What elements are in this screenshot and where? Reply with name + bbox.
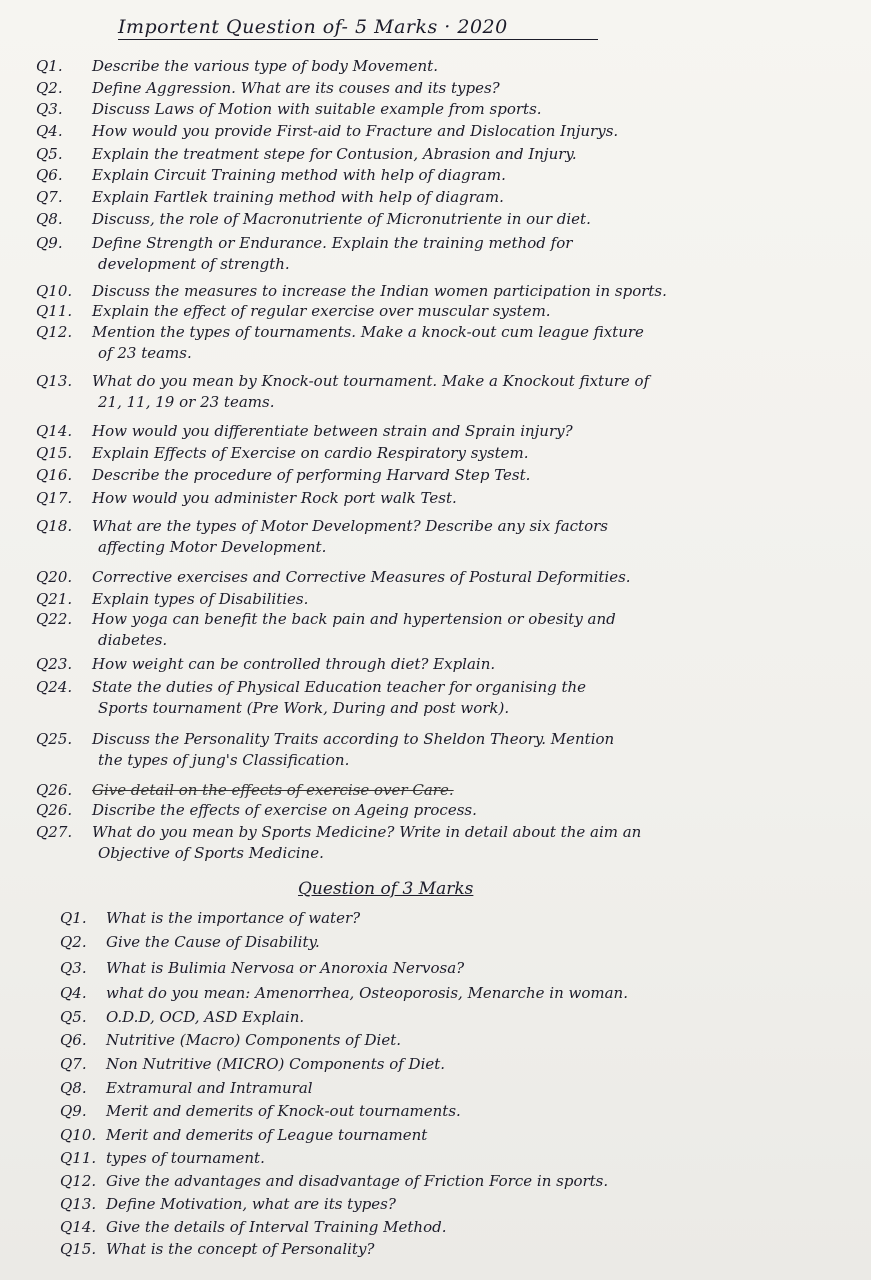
question-text: Describe the procedure of performing Harvard Step Test. <box>92 466 531 484</box>
question-item <box>36 489 846 507</box>
question-number: Q26. <box>36 801 73 819</box>
question-text: development of strength. <box>98 255 290 273</box>
question-text: Sports tournament (Pre Work, During and post work). <box>98 699 510 717</box>
question-item <box>36 568 846 586</box>
question-number: Q17. <box>36 489 73 507</box>
question-continuation <box>36 344 871 362</box>
question-continuation <box>36 844 871 862</box>
question-number: Q1. <box>36 57 63 75</box>
question-text: How yoga can benefit the back pain and hypertension or obesity and <box>92 610 616 628</box>
question-number: Q13. <box>60 1195 97 1213</box>
question-number: Q5. <box>60 1008 87 1026</box>
question-item <box>36 372 846 390</box>
question-continuation <box>36 631 871 649</box>
question-number: Q12. <box>36 323 73 341</box>
question-number: Q10. <box>36 282 73 300</box>
question-item <box>36 282 846 300</box>
three-mark-question-item <box>60 1055 840 1073</box>
question-item <box>36 122 846 140</box>
question-item <box>36 422 846 440</box>
question-item <box>36 145 846 163</box>
question-number: Q3. <box>60 959 87 977</box>
question-item <box>36 517 846 535</box>
question-continuation <box>36 699 871 717</box>
question-text: the types of jung's Classification. <box>98 751 350 769</box>
three-mark-question-item <box>60 959 840 977</box>
question-number: Q16. <box>36 466 73 484</box>
question-number: Q6. <box>36 166 63 184</box>
question-number: Q14. <box>36 422 73 440</box>
question-text: Discuss the Personality Traits according to Sheldon Theory. Mention <box>92 730 615 748</box>
question-item <box>36 79 846 97</box>
question-number: Q8. <box>36 210 63 228</box>
question-text: of 23 teams. <box>98 344 192 362</box>
question-item <box>36 823 846 841</box>
question-text: Explain types of Disabilities. <box>92 590 309 608</box>
question-text: How weight can be controlled through diet? Explain. <box>92 655 496 673</box>
three-mark-question-item <box>60 909 840 927</box>
question-text: Define Motivation, what are its types? <box>106 1195 396 1213</box>
question-text: Discuss, the role of Macronutriente of Micronutriente in our diet. <box>92 210 591 228</box>
question-item <box>36 166 846 184</box>
page-title: Importent Question of- 5 Marks · 2020 <box>118 16 598 40</box>
question-text: Give the advantages and disadvantage of Friction Force in sports. <box>106 1172 609 1190</box>
question-text: Give detail on the effects of exercise over Care. <box>92 781 454 799</box>
question-text: What is the importance of water? <box>106 909 361 927</box>
question-number: Q2. <box>60 933 87 951</box>
question-item <box>36 323 846 341</box>
question-number: Q3. <box>36 100 63 118</box>
question-number: Q9. <box>36 234 63 252</box>
question-text: Nutritive (Macro) Components of Diet. <box>106 1031 402 1049</box>
question-text: Non Nutritive (MICRO) Components of Diet. <box>106 1055 446 1073</box>
question-item <box>36 781 846 799</box>
question-item <box>36 466 846 484</box>
question-text: Explain the effect of regular exercise over muscular system. <box>92 302 551 320</box>
question-continuation <box>36 393 871 411</box>
question-number: Q21. <box>36 590 73 608</box>
question-text: How would you provide First-aid to Fracture and Dislocation Injurys. <box>92 122 619 140</box>
question-text: Explain Effects of Exercise on cardio Respiratory system. <box>92 444 529 462</box>
question-number: Q6. <box>60 1031 87 1049</box>
question-text: Extramural and Intramural <box>106 1079 313 1097</box>
question-item <box>36 444 846 462</box>
question-text: What is Bulimia Nervosa or Anoroxia Nervosa? <box>106 959 465 977</box>
question-text: Objective of Sports Medicine. <box>98 844 324 862</box>
question-text: What is the concept of Personality? <box>106 1240 375 1258</box>
three-mark-question-item <box>60 1240 840 1258</box>
question-number: Q11. <box>36 302 73 320</box>
question-item <box>36 801 846 819</box>
question-item <box>36 210 846 228</box>
question-number: Q7. <box>60 1055 87 1073</box>
question-text: Corrective exercises and Corrective Measures of Postural Deformities. <box>92 568 631 586</box>
question-text: types of tournament. <box>106 1149 265 1167</box>
question-text: How would you administer Rock port walk Test. <box>92 489 457 507</box>
question-number: Q9. <box>60 1102 87 1120</box>
question-text: Explain the treatment stepe for Contusion, Abrasion and Injury. <box>92 145 577 163</box>
question-number: Q22. <box>36 610 73 628</box>
three-mark-question-item <box>60 1079 840 1097</box>
question-number: Q24. <box>36 678 73 696</box>
question-text: Discribe the effects of exercise on Ageing process. <box>92 801 477 819</box>
question-text: diabetes. <box>98 631 168 649</box>
question-text: Give the Cause of Disability. <box>106 933 320 951</box>
question-number: Q1. <box>60 909 87 927</box>
question-number: Q25. <box>36 730 73 748</box>
question-text: Give the details of Interval Training Method. <box>106 1218 447 1236</box>
question-number: Q12. <box>60 1172 97 1190</box>
question-number: Q2. <box>36 79 63 97</box>
question-number: Q4. <box>36 122 63 140</box>
three-mark-question-item <box>60 1008 840 1026</box>
question-text: What do you mean by Sports Medicine? Write in detail about the aim an <box>92 823 642 841</box>
question-item <box>36 57 846 75</box>
three-mark-question-item <box>60 1102 840 1120</box>
question-text: Discuss the measures to increase the Indian women participation in sports. <box>92 282 667 300</box>
question-continuation <box>36 751 871 769</box>
three-mark-question-item <box>60 1218 840 1236</box>
question-number: Q5. <box>36 145 63 163</box>
question-item <box>36 100 846 118</box>
question-number: Q4. <box>60 984 87 1002</box>
question-number: Q18. <box>36 517 73 535</box>
question-number: Q11. <box>60 1149 97 1167</box>
question-text: Discuss Laws of Motion with suitable example from sports. <box>92 100 542 118</box>
question-text: What are the types of Motor Development? Describe any six factors <box>92 517 608 535</box>
question-number: Q26. <box>36 781 73 799</box>
three-mark-question-item <box>60 1195 840 1213</box>
three-mark-question-item <box>60 1172 840 1190</box>
question-text: Define Aggression. What are its couses and its types? <box>92 79 500 97</box>
question-text: Define Strength or Endurance. Explain the training method for <box>92 234 573 252</box>
three-mark-question-item <box>60 1126 840 1144</box>
question-text: Merit and demerits of League tournament <box>106 1126 428 1144</box>
question-number: Q8. <box>60 1079 87 1097</box>
question-text: Mention the types of tournaments. Make a knock-out cum league fixture <box>92 323 644 341</box>
question-text: Explain Circuit Training method with help of diagram. <box>92 166 506 184</box>
question-item <box>36 590 846 608</box>
question-number: Q15. <box>60 1240 97 1258</box>
question-item <box>36 610 846 628</box>
question-text: Merit and demerits of Knock-out tournaments. <box>106 1102 461 1120</box>
question-item <box>36 730 846 748</box>
question-number: Q7. <box>36 188 63 206</box>
question-text: How would you differentiate between strain and Sprain injury? <box>92 422 573 440</box>
question-text: State the duties of Physical Education teacher for organising the <box>92 678 587 696</box>
question-number: Q27. <box>36 823 73 841</box>
question-continuation <box>36 538 871 556</box>
question-item <box>36 188 846 206</box>
question-item <box>36 655 846 673</box>
question-text: affecting Motor Development. <box>98 538 327 556</box>
question-item <box>36 678 846 696</box>
question-continuation <box>36 255 871 273</box>
question-number: Q14. <box>60 1218 97 1236</box>
question-text: Describe the various type of body Movement. <box>92 57 438 75</box>
question-number: Q10. <box>60 1126 97 1144</box>
question-text: O.D.D, OCD, ASD Explain. <box>106 1008 305 1026</box>
three-mark-question-item <box>60 984 840 1002</box>
question-item <box>36 234 846 252</box>
three-mark-question-item <box>60 933 840 951</box>
question-number: Q15. <box>36 444 73 462</box>
question-number: Q20. <box>36 568 73 586</box>
question-number: Q23. <box>36 655 73 673</box>
question-text: What do you mean by Knock-out tournament. Make a Knockout fixture of <box>92 372 650 390</box>
question-item <box>36 302 846 320</box>
question-text: Explain Fartlek training method with help of diagram. <box>92 188 504 206</box>
three-mark-question-item <box>60 1149 840 1167</box>
question-text: what do you mean: Amenorrhea, Osteoporosis, Menarche in woman. <box>106 984 628 1002</box>
question-number: Q13. <box>36 372 73 390</box>
three-mark-question-item <box>60 1031 840 1049</box>
three-mark-section-title: Question of 3 Marks <box>298 879 474 899</box>
question-text: 21, 11, 19 or 23 teams. <box>98 393 275 411</box>
